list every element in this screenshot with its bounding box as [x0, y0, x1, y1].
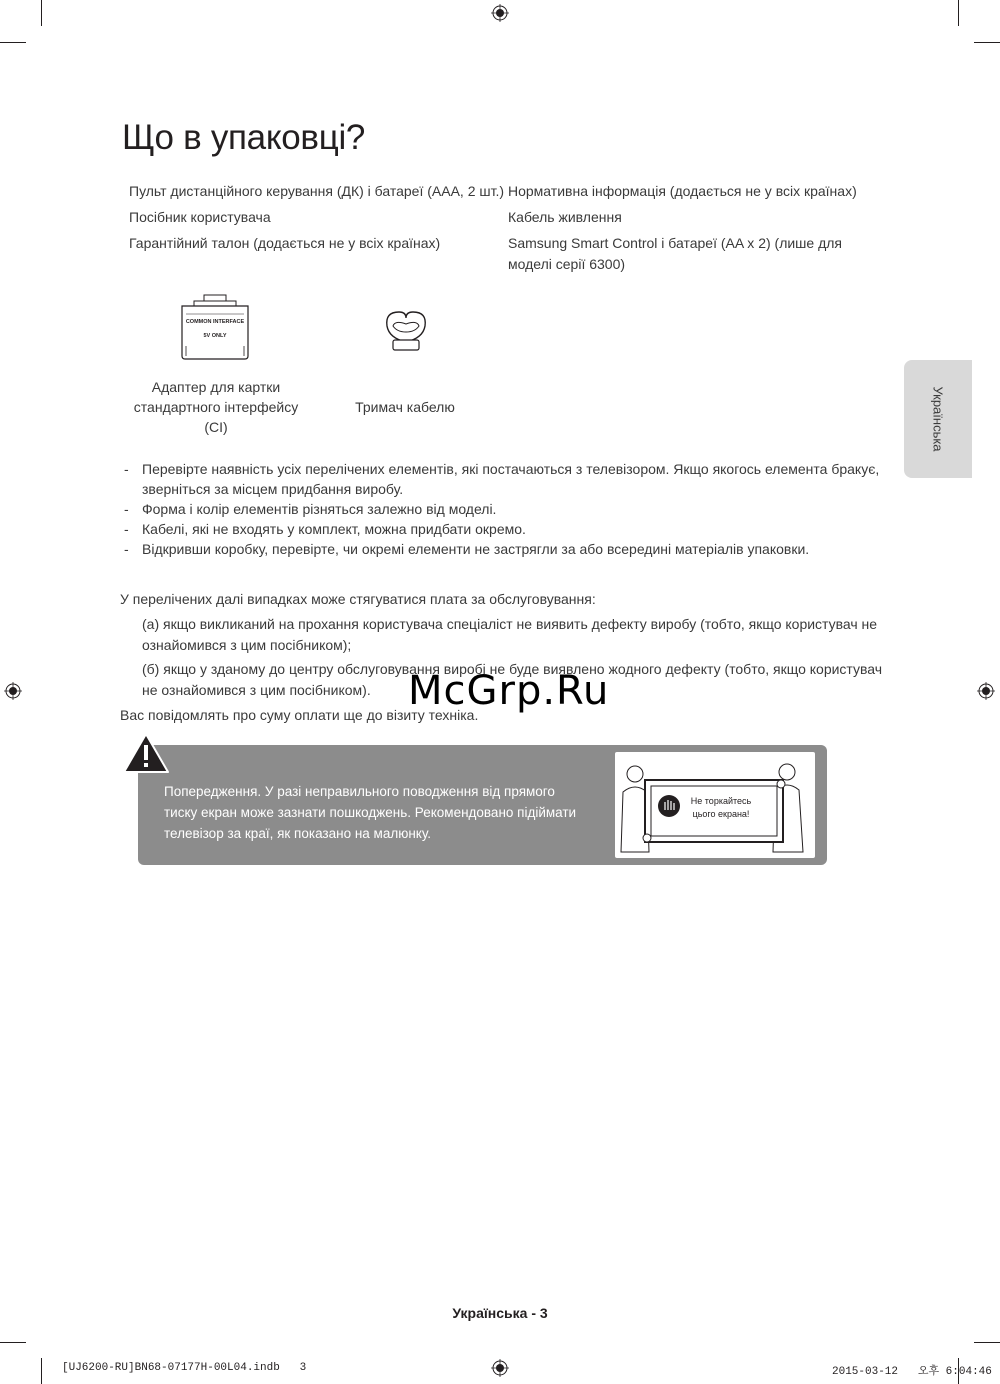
- note-text: Форма і колір елементів різняться залежно від моделі.: [142, 501, 497, 517]
- ci-adapter-illustration: [180, 294, 250, 360]
- registration-mark-icon: [4, 682, 22, 700]
- crop-mark: [41, 1358, 42, 1384]
- tv-handling-illustration: [615, 752, 815, 858]
- service-case-b: (б) якщо у зданому до центру обслуговування виробі не буде виявлено жодного дефекту (тобто, якщо користувач: [142, 661, 883, 677]
- note-dash: -: [124, 461, 129, 477]
- watermark: McGrp.Ru: [408, 668, 610, 714]
- note-text: Перевірте наявність усіх перелічених елементів, які постачаються з телевізором. Якщо якогось елемента бракує,: [142, 461, 880, 477]
- screen-warning-label: Не торкайтесь: [690, 796, 752, 806]
- package-item: Кабель живлення: [508, 209, 622, 225]
- file-info: [UJ6200-RU]BN68-07177H-00L04.indb 3: [62, 1362, 307, 1374]
- crop-mark: [41, 0, 42, 26]
- adapter-caption: Адаптер для картки: [151, 379, 281, 395]
- print-date: 2015-03-12 오후 6:04:46: [832, 1366, 992, 1378]
- warning-line: . У разі неправильного поводження від прямого: [257, 784, 555, 799]
- service-intro: У перелічених далі випадках може стягуватися плата за обслуговування:: [120, 591, 596, 607]
- crop-mark: [0, 1342, 26, 1343]
- package-item: Нормативна інформація (додається не у всіх країнах): [508, 183, 857, 199]
- adapter-label: COMMON INTERFACE: [185, 319, 245, 325]
- warning-line: тиску екран може зазнати пошкоджень. Рекомендовано підіймати: [164, 805, 577, 820]
- cable-holder-caption: Тримач кабелю: [355, 399, 455, 415]
- service-case-b: не ознайомився з цим посібником).: [142, 682, 371, 698]
- warning-line: телевізор за краї, як показано на малюнку.: [164, 826, 432, 841]
- package-item-continued: моделі серії 6300): [508, 256, 626, 272]
- language-tab-label: Українська: [930, 386, 946, 452]
- package-item: Посібник користувача: [129, 209, 271, 225]
- service-closing: Вас повідомлять про суму оплати ще до візиту техніка.: [120, 707, 479, 723]
- page-number: Українська - 3: [452, 1305, 548, 1321]
- page-title: Що в упаковці?: [122, 118, 366, 157]
- crop-mark: [974, 1342, 1000, 1343]
- registration-mark-icon: [491, 4, 509, 22]
- package-item: Гарантійний талон (додається не у всіх країнах): [129, 235, 441, 251]
- note-item: [124, 519, 884, 539]
- note-item: [124, 539, 884, 559]
- crop-mark: [0, 42, 26, 43]
- language-tab: [904, 360, 972, 478]
- note-text: зверніться за місцем придбання виробу.: [142, 481, 404, 497]
- note-dash: -: [124, 541, 129, 557]
- cable-holder-illustration: [381, 304, 431, 354]
- note-text: Відкривши коробку, перевірте, чи окремі елементи не застрягли за або всередині матеріалів упаковки.: [142, 541, 810, 557]
- crop-mark: [974, 42, 1000, 43]
- registration-mark-icon: [491, 1359, 509, 1377]
- note-text: Кабелі, які не входять у комплект, можна придбати окремо.: [142, 521, 526, 537]
- warning-text: [164, 781, 604, 844]
- adapter-caption: стандартного інтерфейсу: [133, 399, 299, 415]
- note-item: [124, 499, 884, 519]
- warning-label: Попередження: [164, 784, 258, 799]
- screen-warning-label: цього екрана!: [692, 809, 750, 819]
- package-item: Пульт дистанційного керування (ДК) і батареї (AAA, 2 шт.): [129, 183, 505, 199]
- note-item: [124, 459, 884, 499]
- service-case-a: ознайомився з цим посібником);: [142, 637, 352, 653]
- adapter-caption: (CI): [204, 419, 228, 435]
- service-case-a: (а) якщо викликаний на прохання користувача спеціаліст не виявить дефекту виробу (тобто, якщо користувач не: [142, 616, 878, 632]
- crop-mark: [958, 0, 959, 26]
- note-dash: -: [124, 501, 129, 517]
- registration-mark-icon: [977, 682, 995, 700]
- package-item: Samsung Smart Control і батареї (AA x 2) (лише для: [508, 235, 843, 251]
- note-dash: -: [124, 521, 129, 537]
- adapter-label: 5V ONLY: [203, 333, 227, 339]
- warning-triangle-icon: [122, 732, 170, 774]
